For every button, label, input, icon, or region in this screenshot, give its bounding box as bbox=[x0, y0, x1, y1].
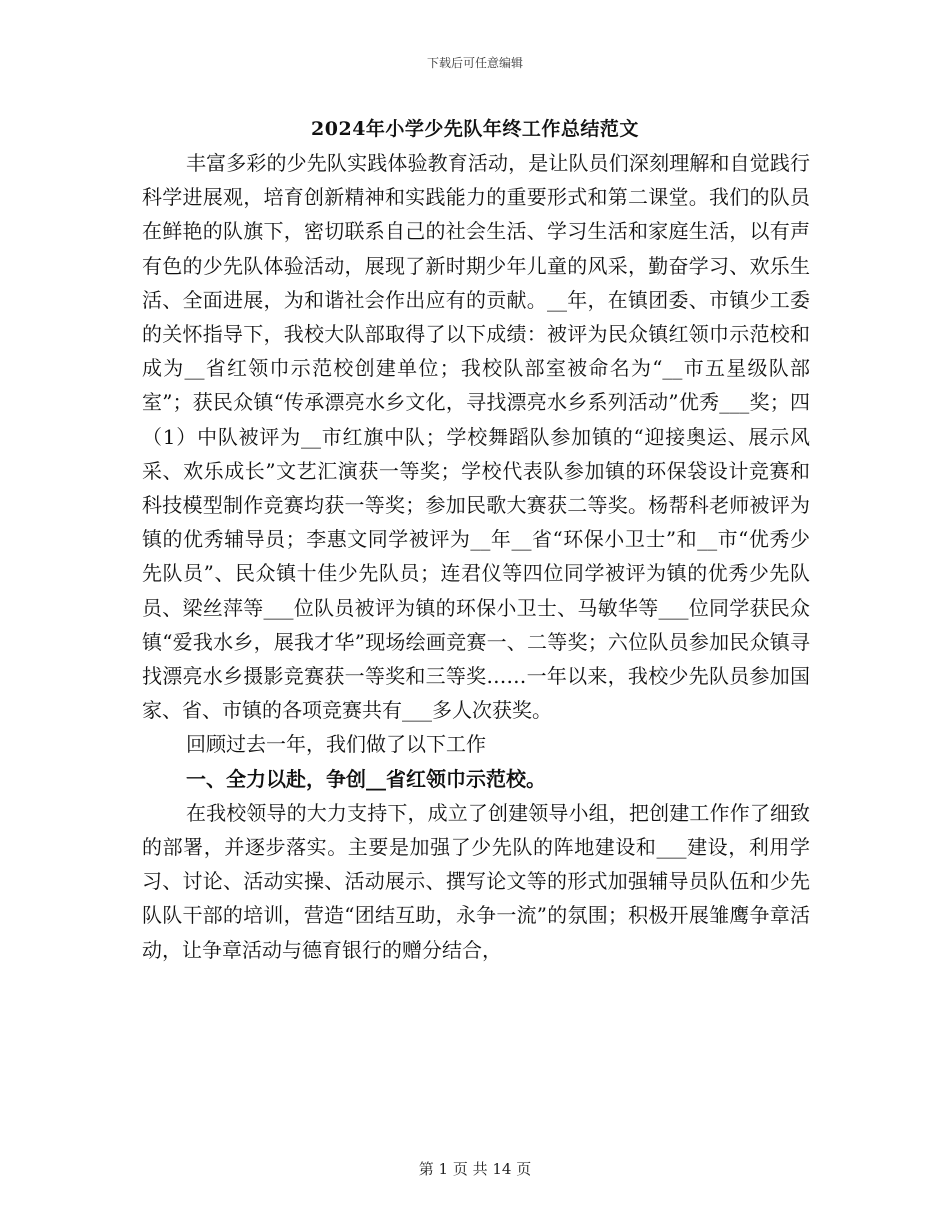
review-paragraph: 回顾过去一年，我们做了以下工作 bbox=[186, 732, 486, 757]
document-title: 2024年小学少先队年终工作总结范文 bbox=[311, 118, 639, 140]
document-body bbox=[142, 146, 810, 967]
intro-paragraph: 丰富多彩的少先队实践体验教育活动，是让队员们深刻理解和自觉践行科学进展观，培育创新精神和实践能力的重要形式和第二课堂。我们的队员在鲜艳的队旗下，密切联系自己的社会生活、学习生活和家庭生活，以有声有色的少先队体验活动，展现了新时期少年儿童的风采，勤奋学习、欢乐生活、全面进展，为和谐社会作出应有的贡献。__年，在镇团委、市镇少工委的关怀指导下，我校大队部取得了以下成绩：被评为民众镇红领巾示范校和成为__省红领巾示范校创建单位；我校队部室被命名为“__市五星级队部室”；获民众镇“传承漂亮水乡文化，寻找漂亮水乡系列活动”优秀___奖；四（1）中队被评为__市红旗中队；学校舞蹈队参加镇的“迎接奥运、展示风采、欢乐成长”文艺汇演获一等奖；学校代表队参加镇的环保袋设计竞赛和科技模型制作竞赛均获一等奖；参加民歌大赛获二等奖。杨帮科老师被评为镇的优秀辅导员；李惠文同学被评为__年__省“环保小卫士”和__市“优秀少先队员”、民众镇十佳少先队员；连君仪等四位同学被评为镇的优秀少先队员、梁丝萍等___位队员被评为镇的环保小卫士、马敏华等___位同学获民众镇“爱我水乡，展我才华”现场绘画竞赛一、二等奖；六位队员参加民众镇寻找漂亮水乡摄影竞赛获一等奖和三等奖……一年以来，我校少先队员参加国家、省、市镇的各项竞赛共有___多人次获奖。 bbox=[142, 151, 810, 723]
page-number: 第 1 页 共 14 页 bbox=[418, 1160, 532, 1178]
section-body-1: 在我校领导的大力支持下，成立了创建领导小组，把创建工作作了细致的部署，并逐步落实。主要是加强了少先队的阵地建设和___建设，利用学习、讨论、活动实操、活动展示、撰写论文等的形式加强辅导员队伍和少先队队干部的培训，营造“团结互助，永争一流”的氛围；积极开展雏鹰争章活动，让争章活动与德育银行的赠分结合， bbox=[142, 800, 810, 962]
header-note: 下载后可任意编辑 bbox=[426, 56, 523, 70]
section-heading-1: 一、全力以赴，争创__省红领巾示范校。 bbox=[186, 766, 546, 791]
